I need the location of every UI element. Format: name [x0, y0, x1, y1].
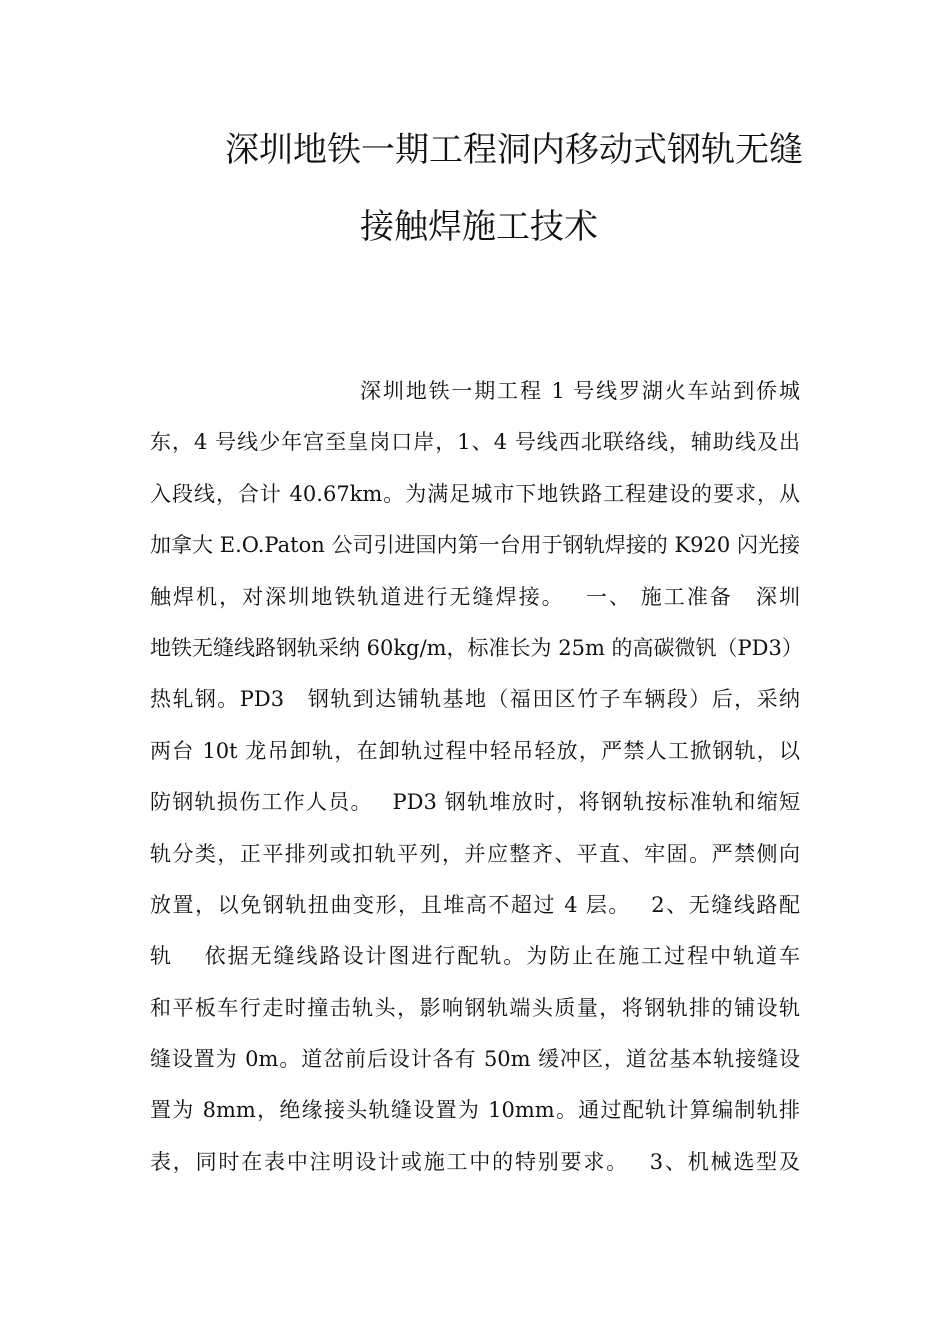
body-line: 加拿大 E.O.Paton 公司引进国内第一台用于钢轨焊接的 K920 闪光接 [150, 533, 800, 558]
body-line: 热轧钢。PD3 钢轨到达铺轨基地（福田区竹子车辆段）后，采纳 [150, 687, 800, 712]
body-line: 和平板车行走时撞击轨头，影响钢轨端头质量，将钢轨排的铺设轨 [150, 995, 800, 1020]
body-line: 防钢轨损伤工作人员。 PD3 钢轨堆放时，将钢轨按标准轨和缩短 [150, 790, 800, 815]
title-line-1: 深圳地铁一期工程洞内移动式钢轨无缝 [225, 130, 803, 170]
body-line: 东，4 号线少年宫至皇岗口岸，1、4 号线西北联络线，辅助线及出 [150, 430, 800, 455]
body-line: 地铁无缝线路钢轨采纳 60kg/m，标准长为 25m 的高碳微钒（PD3） [150, 635, 803, 660]
body-line: 轨 依据无缝线路设计图进行配轨。为防止在施工过程中轨道车 [150, 944, 800, 969]
body-line: 置为 8mm，绝缘接头轨缝设置为 10mm。通过配轨计算编制轨排 [150, 1098, 800, 1123]
document-title [150, 112, 803, 266]
body-line: 轨分类，正平排列或扣轨平列，并应整齐、平直、牢固。严禁侧向 [150, 841, 800, 866]
document-body [150, 366, 803, 1188]
body-line: 入段线，合计 40.67km。为满足城市下地铁路工程建设的要求，从 [150, 481, 800, 506]
body-line: 两台 10t 龙吊卸轨，在卸轨过程中轻吊轻放，严禁人工掀钢轨，以 [150, 738, 800, 763]
body-line: 深圳地铁一期工程 1 号线罗湖火车站到侨城 [360, 379, 800, 403]
title-line-2: 接触焊施工技术 [360, 207, 598, 247]
body-line: 触焊机，对深圳地铁轨道进行无缝焊接。 一、 施工准备 深圳 [150, 584, 800, 609]
body-line: 缝设置为 0m。道岔前后设计各有 50m 缓冲区，道岔基本轨接缝设 [150, 1047, 800, 1072]
body-line: 表，同时在表中注明设计或施工中的特别要求。 3、机械选型及 [150, 1149, 800, 1174]
body-line: 放置，以免钢轨扭曲变形，且堆高不超过 4 层。 2、无缝线路配 [150, 892, 800, 917]
